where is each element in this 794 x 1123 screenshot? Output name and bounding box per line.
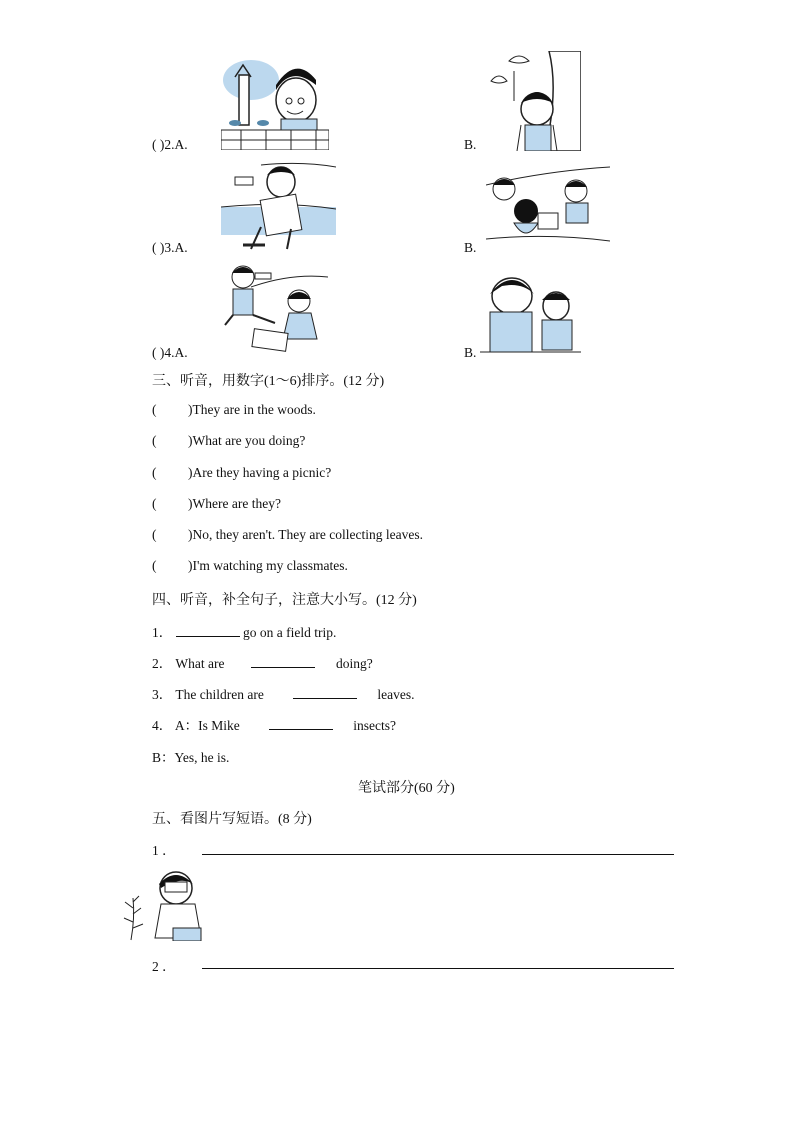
s3-item-5-text: )No, they aren't. They are collecting leaves.: [188, 527, 423, 542]
s4-q4: [152, 714, 396, 734]
s3-item-6-text: )I'm watching my classmates.: [188, 558, 348, 573]
s4-q3-num: 3．: [152, 687, 173, 702]
s4-q4-num: 4．: [152, 718, 173, 733]
picture-2a: [221, 55, 329, 150]
s4-q1-after: go on a field trip.: [243, 625, 337, 640]
row3-a-label: ( )3.A.: [152, 240, 188, 255]
s3-item-4-text: )Where are they?: [188, 496, 281, 511]
section4-title: 四、听音，补全句子，注意大小写。(12 分): [152, 593, 417, 608]
s3-item-2-text: )What are you doing?: [188, 433, 306, 448]
s3-item-5-paren: (: [152, 527, 157, 542]
picture-4a: [221, 259, 328, 355]
s4-q1: [152, 621, 336, 641]
picture-3b: [486, 163, 610, 249]
s5-picture-1: [121, 868, 209, 941]
s3-item-3-text: )Are they having a picnic?: [188, 465, 332, 480]
row4-b-label: B.: [464, 345, 477, 360]
s4-q3-before: The children are: [175, 687, 264, 702]
s4-q3-after: leaves.: [377, 687, 415, 702]
s5-item-2-answer-line[interactable]: [202, 968, 674, 969]
s4-q1-num: 1．: [152, 625, 173, 640]
picture-4b: [480, 266, 581, 358]
s4-q2-after: doing?: [335, 656, 373, 671]
s5-item-1-answer-line[interactable]: [202, 854, 674, 855]
picture-2b: [479, 51, 581, 151]
s4-q1-blank[interactable]: [176, 624, 240, 637]
section5-title: 五、看图片写短语。(8 分): [152, 812, 312, 827]
s4-q4-before: A：Is Mike: [174, 718, 240, 733]
s4-q4-blank[interactable]: [269, 717, 333, 730]
s4-answer: B：Yes, he is.: [152, 750, 230, 765]
s3-item-6-paren: (: [152, 558, 157, 573]
s3-item-2-paren: (: [152, 433, 157, 448]
row2-b-label: B.: [464, 137, 477, 152]
row3-b-label: B.: [464, 240, 477, 255]
s3-item-1-text: )They are in the woods.: [188, 402, 316, 417]
s5-item-2-num: 2 ．: [152, 959, 176, 974]
section3-title: 三、听音，用数字(1～6)排序。(12 分): [152, 374, 385, 389]
s5-item-1-num: 1 ．: [152, 843, 176, 858]
picture-3a: [221, 157, 336, 253]
s4-q2: [152, 652, 373, 672]
s4-q2-before: What are: [175, 656, 225, 671]
row2-a-label: ( )2.A.: [152, 137, 188, 152]
s4-q2-num: 2．: [152, 656, 173, 671]
s4-q3: [152, 683, 414, 703]
row4-a-label: ( )4.A.: [152, 345, 188, 360]
written-part-title: 笔试部分(60 分): [358, 781, 455, 796]
s3-item-1-paren: (: [152, 402, 157, 417]
s4-q2-blank[interactable]: [251, 655, 315, 668]
s3-item-4-paren: (: [152, 496, 157, 511]
s3-item-3-paren: (: [152, 465, 157, 480]
s4-q4-after: insects?: [353, 718, 397, 733]
s4-q3-blank[interactable]: [293, 686, 357, 699]
